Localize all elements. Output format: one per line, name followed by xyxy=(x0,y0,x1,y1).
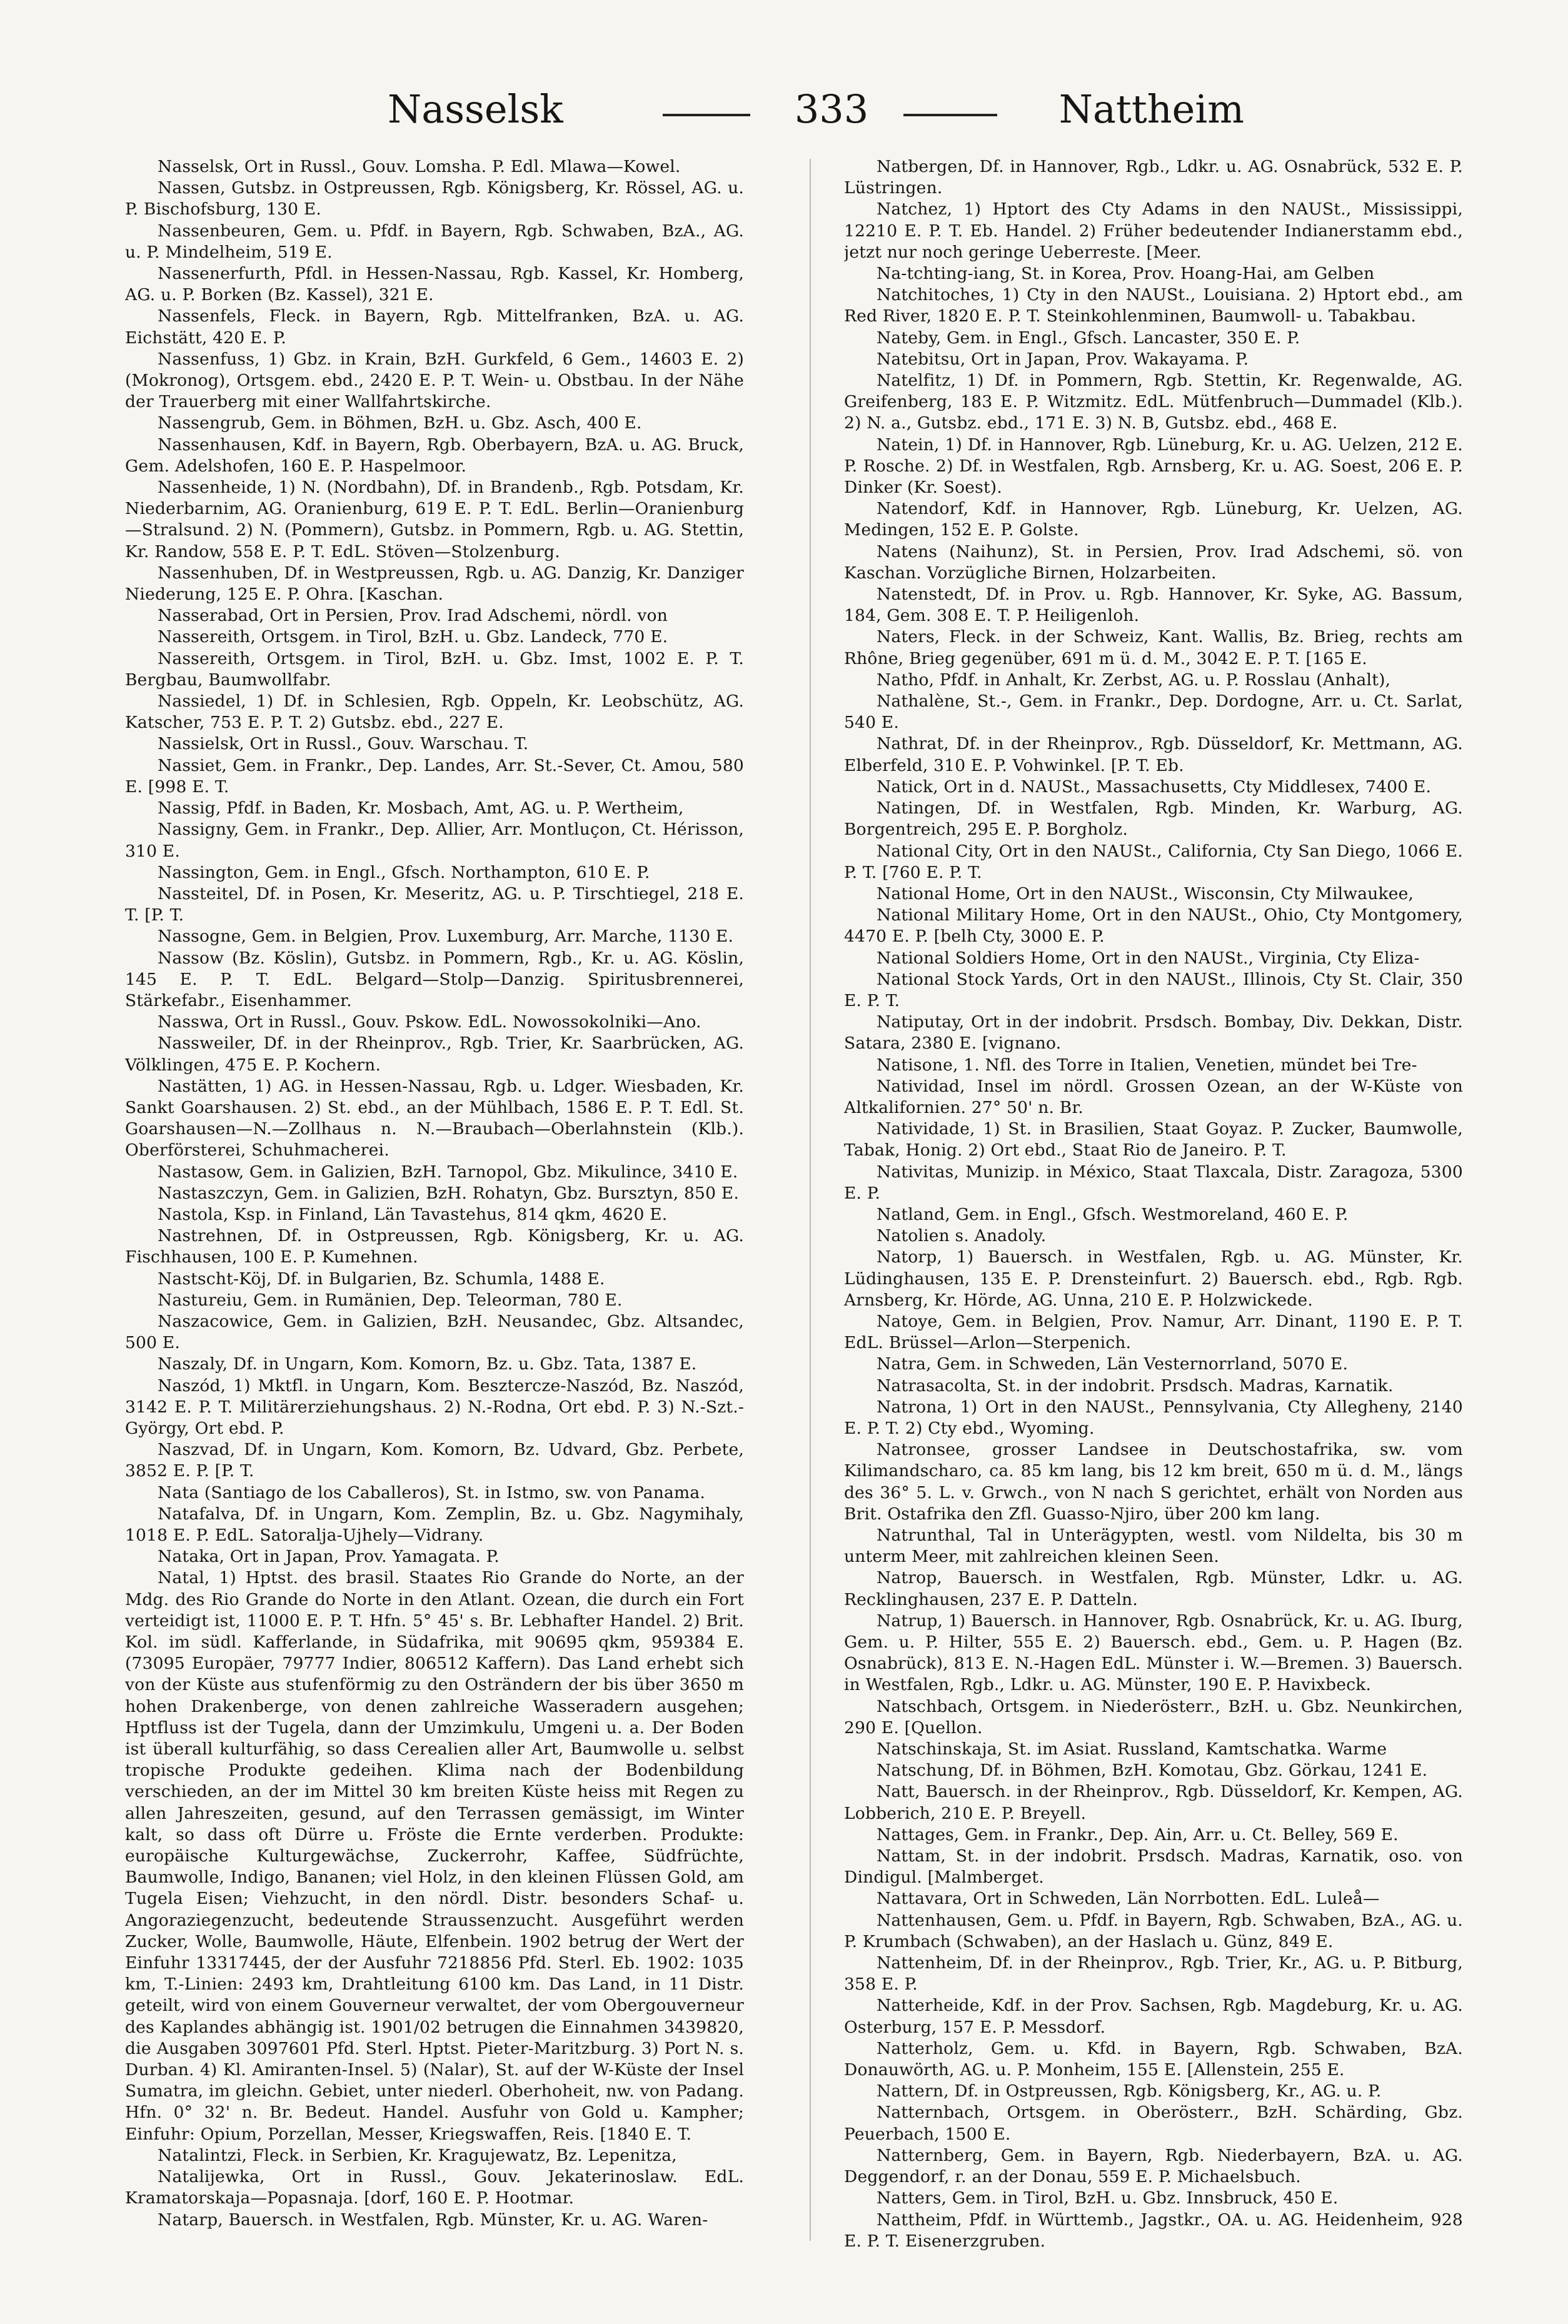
dictionary-entry: Natein, 1) Df. in Hannover, Rgb. Lüneburg, Kr. u. AG. Uelzen, 212 E. P. Rosche. 2) Df. in Westfalen, Rgb. Arnsberg, Kr. u. AG. Soest, 206 E. P. Dinker (Kr. Soest). xyxy=(844,435,1463,498)
dictionary-entry: Natividade, 1) St. in Brasilien, Staat Goyaz. P. Zucker, Baumwolle, Tabak, Honig. 2) Ort ebd., Staat Rio de Janeiro. P. T. xyxy=(844,1119,1463,1160)
dictionary-entry: Nassen, Gutsbz. in Ostpreussen, Rgb. Königsberg, Kr. Rössel, AG. u. P. Bischofsburg, 130 E. xyxy=(125,178,744,219)
dictionary-entry: Natternberg, Gem. in Bayern, Rgb. Niederbayern, BzA. u. AG. Deggendorf, r. an der Donau, 559 E. P. Michaelsbuch. xyxy=(844,2145,1463,2187)
dictionary-entry: Nastureiu, Gem. in Rumänien, Dep. Teleorman, 780 E. xyxy=(158,1290,623,1310)
right-column xyxy=(844,156,1463,2270)
dictionary-entry: Natebitsu, Ort in Japan, Prov. Wakayama. P. xyxy=(877,349,1249,369)
dictionary-entry: Nassenhuben, Df. in Westpreussen, Rgb. u. AG. Danzig, Kr. Danziger Niederung, 125 E. P. Ohra. [Kaschan. xyxy=(125,563,744,605)
page-header xyxy=(125,81,1469,150)
dictionary-entry: Nassenerfurth, Pfdl. in Hessen-Nassau, Rgb. Kassel, Kr. Homberg, AG. u. P. Borken (Bz. Kassel), 321 E. xyxy=(125,264,744,305)
dictionary-entry: Natick, Ort in d. NAUSt., Massachusetts, Cty Middlesex, 7400 E. xyxy=(877,777,1432,797)
dictionary-entry: Natalijewka, Ort in Russl., Gouv. Jekaterinoslaw. EdL. Kramatorskaja—Popasnaja. [dorf, 160 E. P. Hootmar. xyxy=(125,2167,744,2208)
dictionary-entry: Natorp, 1) Bauersch. in Westfalen, Rgb. u. AG. Münster, Kr. Lüdinghausen, 135 E. P. Drensteinfurt. 2) Bauersch. ebd., Rgb. Rgb. Arnsberg, Kr. Hörde, AG. Unna, 210 E. P. Holzwickede. xyxy=(844,1247,1463,1310)
dictionary-entry: Natchez, 1) Hptort des Cty Adams in den NAUSt., Mississippi, 12210 E. P. T. Eb. Handel. 2) Früher bedeutender Indianerstamm ebd., jetzt nur noch geringe Ueberreste. [Meer. xyxy=(844,199,1463,262)
dictionary-entry: Nattheim, Pfdf. in Württemb., Jagstkr., OA. u. AG. Heidenheim, 928 E. P. T. Eisenerzgruben. xyxy=(844,2210,1463,2251)
dictionary-entry: Nastola, Ksp. in Finland, Län Tavastehus, 814 qkm, 4620 E. xyxy=(158,1204,668,1224)
dictionary-entry: Nassenbeuren, Gem. u. Pfdf. in Bayern, Rgb. Schwaben, BzA., AG. u. P. Mindelheim, 519 E. xyxy=(125,221,744,262)
dictionary-entry: Natendorf, Kdf. in Hannover, Rgb. Lüneburg, Kr. Uelzen, AG. Medingen, 152 E. P. Golste. xyxy=(844,499,1463,540)
dictionary-columns xyxy=(125,156,1469,2282)
dictionary-entry: Nastasow, Gem. in Galizien, BzH. Tarnopol, Gbz. Mikulince, 3410 E. xyxy=(158,1162,738,1182)
dictionary-entry: Natelfitz, 1) Df. in Pommern, Rgb. Stettin, Kr. Regenwalde, AG. Greifenberg, 183 E. P. Witzmitz. EdL. Mütfenbruch—Dummadel (Klb.). 2) N. a., Gutsbz. ebd., 171 E. 3) N. B, Gutsbz. ebd., 468 E. xyxy=(844,371,1463,433)
dictionary-entry: Natschbach, Ortsgem. in Niederösterr., BzH. u. Gbz. Neunkirchen, 290 E. [Quellon. xyxy=(844,1696,1463,1738)
dictionary-entry: Nastätten, 1) AG. in Hessen-Nassau, Rgb. u. Ldger. Wiesbaden, Kr. Sankt Goarshausen. 2) St. ebd., an der Mühlbach, 1586 E. P. T. Edl. St. Goarshausen—N.—Zollhaus n. N.—Braubach—Oberlahnstein (Klb.). Oberförsterei, Schuhmacherei. xyxy=(125,1076,744,1160)
dictionary-entry: Natalintzi, Fleck. in Serbien, Kr. Kragujewatz, Bz. Lepenitza, xyxy=(158,2145,677,2165)
dictionary-entry: Nattam, St. in der indobrit. Prsdsch. Madras, Karnatik, oso. von Dindigul. [Malmberget. xyxy=(844,1846,1463,1888)
dictionary-entry: Nassington, Gem. in Engl., Gfsch. Northampton, 610 E. P. xyxy=(158,862,650,882)
dictionary-entry: Naszód, 1) Mktfl. in Ungarn, Kom. Besztercze-Naszód, Bz. Naszód, 3142 E. P. T. Militärerziehungshaus. 2) N.-Rodna, Ort ebd. P. 3) N.-Szt.-György, Ort ebd. P. xyxy=(125,1376,744,1438)
dictionary-entry: Natingen, Df. in Westfalen, Rgb. Minden, Kr. Warburg, AG. Borgentreich, 295 E. P. Borgholz. xyxy=(844,798,1463,840)
dictionary-entry: Natchitoches, 1) Cty in den NAUSt., Louisiana. 2) Hptort ebd., am Red River, 1820 E. P. T. Steinkohlenminen, Baumwoll- u. Tabakbau. xyxy=(844,285,1463,326)
dictionary-entry: Natra, Gem. in Schweden, Län Vesternorrland, 5070 E. xyxy=(877,1354,1349,1374)
left-headword: Nasselsk xyxy=(388,86,563,132)
dictionary-entry: Nassereith, Ortsgem. in Tirol, BzH. u. Gbz. Imst, 1002 E. P. T. Bergbau, Baumwollfabr. xyxy=(125,648,744,690)
dictionary-entry: Nateby, Gem. in Engl., Gfsch. Lancaster, 350 E. P. xyxy=(877,328,1300,348)
dictionary-entry: Naters, Fleck. in der Schweiz, Kant. Wallis, Bz. Brieg, rechts am Rhône, Brieg gegenüber, 691 m ü. d. M., 3042 E. P. T. [165 E. xyxy=(844,627,1463,668)
dictionary-entry: Nassogne, Gem. in Belgien, Prov. Luxemburg, Arr. Marche, 1130 E. xyxy=(158,927,734,947)
dictionary-entry: Natolien s. Anadoly. xyxy=(877,1226,1047,1246)
dictionary-entry: Natrasacolta, St. in der indobrit. Prsdsch. Madras, Karnatik. xyxy=(877,1376,1394,1396)
dictionary-entry: Natrup, 1) Bauersch. in Hannover, Rgb. Osnabrück, Kr. u. AG. Iburg, Gem. u. P. Hilter, 555 E. 2) Bauersch. ebd., Gem. u. P. Hagen (Bz. Osnabrück), 813 E. N.-Hagen EdL. Münster i. W.—Bremen. 3) Bauersch. in Westfalen, Rgb., Ldkr. u. AG. Münster, 190 E. P. Havixbeck. xyxy=(844,1611,1463,1695)
dictionary-entry: Naszacowice, Gem. in Galizien, BzH. Neusandec, Gbz. Altsandec, 500 E. xyxy=(125,1311,744,1353)
dictionary-entry: Nassteitel, Df. in Posen, Kr. Meseritz, AG. u. P. Tirschtiegel, 218 E. T. [P. T. xyxy=(125,883,744,925)
dictionary-entry: Nastscht-Köj, Df. in Bulgarien, Bz. Schumla, 1488 E. xyxy=(158,1269,605,1289)
page-number: 333 xyxy=(794,86,869,132)
dictionary-entry: Nasserabad, Ort in Persien, Prov. Irad Adschemi, nördl. von xyxy=(158,606,668,626)
dictionary-entry: Natternbach, Ortsgem. in Oberösterr., BzH. Schärding, Gbz. Peuerbach, 1500 E. xyxy=(844,2103,1463,2144)
dictionary-entry: National City, Ort in den NAUSt., California, Cty San Diego, 1066 E. P. T. [760 E. P. T. xyxy=(844,841,1463,882)
dictionary-entry: National Soldiers Home, Ort in den NAUSt., Virginia, Cty Eliza- xyxy=(877,948,1420,968)
dictionary-entry: Natbergen, Df. in Hannover, Rgb., Ldkr. u. AG. Osnabrück, 532 E. P. Lüstringen. xyxy=(844,157,1463,198)
dictionary-entry: Natrunthal, Tal in Unterägypten, westl. vom Nildelta, bis 30 m unterm Meer, mit zahlreichen kleinen Seen. xyxy=(844,1526,1463,1567)
dictionary-entry: Nativitas, Munizip. in México, Staat Tlaxcala, Distr. Zaragoza, 5300 E. P. xyxy=(844,1162,1463,1203)
dictionary-entry: Natarp, Bauersch. in Westfalen, Rgb. Münster, Kr. u. AG. Waren- xyxy=(158,2210,708,2230)
dictionary-entry: Nassig, Pfdf. in Baden, Kr. Mosbach, Amt, AG. u. P. Wertheim, xyxy=(158,798,684,818)
dictionary-entry: Nassigny, Gem. in Frankr., Dep. Allier, Arr. Montluçon, Ct. Hérisson, 310 E. xyxy=(125,820,744,861)
dictionary-entry: Nastaszczyn, Gem. in Galizien, BzH. Rohatyn, Gbz. Bursztyn, 850 E. xyxy=(158,1183,739,1203)
dictionary-entry: Nassenfuss, 1) Gbz. in Krain, BzH. Gurkfeld, 6 Gem., 14603 E. 2) (Mokronog), Ortsgem. ebd., 2420 E. P. T. Wein- u. Obstbau. In der Nähe der Trauerberg mit einer Wallfahrtskirche. xyxy=(125,349,744,412)
dictionary-entry: Nassow (Bz. Köslin), Gutsbz. in Pommern, Rgb., Kr. u. AG. Köslin, 145 E. P. T. EdL. Belgard—Stolp—Danzig. Spiritusbrennerei, Stärkefabr., Eisenhammer. xyxy=(125,948,744,1010)
dictionary-entry: Natividad, Insel im nördl. Grossen Ozean, an der W-Küste von Altkalifornien. 27° 50' n. Br. xyxy=(844,1076,1463,1117)
dictionary-entry: Nata (Santiago de los Caballeros), St. in Istmo, sw. von Panama. xyxy=(158,1482,706,1502)
dictionary-entry: Natters, Gem. in Tirol, BzH. u. Gbz. Innsbruck, 450 E. xyxy=(877,2188,1339,2208)
dictionary-entry: Nassiet, Gem. in Frankr., Dep. Landes, Arr. St.-Sever, Ct. Amou, 580 E. [998 E. T. xyxy=(125,755,744,797)
dictionary-entry: National Stock Yards, Ort in den NAUSt., Illinois, Cty St. Clair, 350 E. P. T. xyxy=(844,969,1463,1010)
dictionary-entry: Nasselsk, Ort in Russl., Gouv. Lomsha. P. Edl. Mlawa—Kowel. xyxy=(158,157,681,176)
dictionary-entry: National Home, Ort in den NAUSt., Wisconsin, Cty Milwaukee, xyxy=(877,883,1414,903)
dictionary-entry: Natoye, Gem. in Belgien, Prov. Namur, Arr. Dinant, 1190 E. P. T. EdL. Brüssel—Arlon—Sterpenich. xyxy=(844,1311,1463,1353)
dictionary-entry: National Military Home, Ort in den NAUSt., Ohio, Cty Montgomery, 4470 E. P. [belh Cty, 3000 E. P. xyxy=(844,905,1463,947)
dictionary-entry: Nassereith, Ortsgem. in Tirol, BzH. u. Gbz. Landeck, 770 E. xyxy=(158,627,668,647)
dictionary-entry: Nassweiler, Df. in der Rheinprov., Rgb. Trier, Kr. Saarbrücken, AG. Völklingen, 475 E. P. Kochern. xyxy=(125,1034,744,1075)
dictionary-entry: Naszaly, Df. in Ungarn, Kom. Komorn, Bz. u. Gbz. Tata, 1387 E. xyxy=(158,1354,697,1374)
dictionary-entry: Nattern, Df. in Ostpreussen, Rgb. Königsberg, Kr., AG. u. P. xyxy=(877,2081,1382,2101)
dictionary-entry: Natschung, Df. in Böhmen, BzH. Komotau, Gbz. Görkau, 1241 E. xyxy=(877,1761,1428,1781)
dictionary-entry: Nattavara, Ort in Schweden, Län Norrbotten. EdL. Luleå— xyxy=(877,1889,1380,1909)
column-gutter xyxy=(810,159,811,2241)
dictionary-entry: Nassenheide, 1) N. (Nordbahn), Df. in Brandenb., Rgb. Potsdam, Kr. Niederbarnim, AG. Oranienburg, 619 E. P. T. EdL. Berlin—Oranienburg—Stralsund. 2) N. (Pommern), Gutsbz. in Pommern, Rgb. u. AG. Stettin, Kr. Randow, 558 E. P. T. EdL. Stöven—Stolzenburg. xyxy=(125,478,744,561)
header-dash-left xyxy=(663,114,750,116)
dictionary-entry: Nassengrub, Gem. in Böhmen, BzH. u. Gbz. Asch, 400 E. xyxy=(158,413,642,433)
dictionary-entry: Nataka, Ort in Japan, Prov. Yamagata. P. xyxy=(158,1547,500,1567)
dictionary-entry: Natho, Pfdf. in Anhalt, Kr. Zerbst, AG. u. P. Rosslau (Anhalt), xyxy=(877,670,1391,690)
dictionary-entry: Nassenfels, Fleck. in Bayern, Rgb. Mittelfranken, BzA. u. AG. Eichstätt, 420 E. P. xyxy=(125,306,744,348)
dictionary-entry: Natafalva, Df. in Ungarn, Kom. Zemplin, Bz. u. Gbz. Nagymihaly, 1018 E. P. EdL. Satoralja-Ujhely—Vidrany. xyxy=(125,1504,744,1545)
dictionary-entry: Natrop, Bauersch. in Westfalen, Rgb. Münster, Ldkr. u. AG. Recklinghausen, 237 E. P. Datteln. xyxy=(844,1568,1463,1609)
dictionary-entry: Nassielsk, Ort in Russl., Gouv. Warschau. T. xyxy=(158,734,529,754)
dictionary-entry: Natal, 1) Hptst. des brasil. Staates Rio Grande do Norte, an der Mdg. des Rio Grande do Norte in den Atlant. Ozean, die durch ein Fort verteidigt ist, 11000 E. P. T. Hfn. 5° 45' s. Br. Lebhafter Handel. 2) Brit. Kol. im südl. Kafferlande, in Südafrika, mit 90695 qkm, 959384 E. (73095 Europäer, 79777 Indier, 806512 Kaffern). Das Land erhebt sich von der Küste aus stufenförmig zu den Osträndern der bis über 3650 m hohen Drakenberge, von denen zahlreiche Wasseradern ausgehen; Hptfluss ist der Tugela, dann der Umzimkulu, Umgeni u. a. Der Boden ist überall kulturfähig, so dass Cerealien aller Art, Baumwolle u. selbst tropische Produkte gedeihen. Klima nach der Bodenbildung verschieden, an der im Mittel 30 km breiten Küste heiss mit Regen zu allen Jahreszeiten, gesund, auf den Terrassen gemässigt, im Winter kalt, so dass oft Dürre u. Fröste die Ernte verderben. Produkte: europäische Kulturgewächse, Zuckerrohr, Kaffee, Südfrüchte, Baumwolle, Indigo, Bananen; viel Holz, in den kleinen Flüssen Gold, am Tugela Eisen; Viehzucht, in den nördl. Distr. besonders Schaf- u. Angoraziegenzucht, bedeutende Straussenzucht. Ausgeführt werden Zucker, Wolle, Baumwolle, Häute, Elfenbein. 1902 betrug der Wert der Einfuhr 13317445, der der Ausfuhr 7218856 Pfd. Sterl. Eb. 1902: 1035 km, T.-Linien: 2493 km, Drahtleitung 6100 km. Das Land, in 11 Distr. geteilt, wird von einem Gouverneur verwaltet, der vom Obergouverneur des Kaplandes abhängig ist. 1901/02 betrugen die Einnahmen 3439820, die Ausgaben 3097601 Pfd. Sterl. Hptst. Pieter-Maritzburg. 3) Port N. s. Durban. 4) Kl. Amiranten-Insel. 5) (Nalar), St. auf der W-Küste der Insel Sumatra, im gleichn. Gebiet, unter niederl. Oberhoheit, nw. von Padang. Hfn. 0° 32' n. Br. Bedeut. Handel. Ausfuhr von Gold u. Kampher; Einfuhr: Opium, Porzellan, Messer, Kriegswaffen, Reis. [1840 E. T. xyxy=(125,1568,744,2144)
dictionary-entry: Natrona, 1) Ort in den NAUSt., Pennsylvania, Cty Allegheny, 2140 E. P. T. 2) Cty ebd., Wyoming. xyxy=(844,1397,1463,1438)
dictionary-entry: Naszvad, Df. in Ungarn, Kom. Komorn, Bz. Udvard, Gbz. Perbete, 3852 E. P. [P. T. xyxy=(125,1440,744,1481)
dictionary-entry: Natschinskaja, St. im Asiat. Russland, Kamtschatka. Warme xyxy=(877,1739,1387,1759)
dictionary-entry: Nathrat, Df. in der Rheinprov., Rgb. Düsseldorf, Kr. Mettmann, AG. Elberfeld, 310 E. P. Vohwinkel. [P. T. Eb. xyxy=(844,734,1463,775)
dictionary-entry: Nattenheim, Df. in der Rheinprov., Rgb. Trier, Kr., AG. u. P. Bitburg, 358 E. P. xyxy=(844,1953,1463,1995)
dictionary-entry: Nassenhausen, Kdf. in Bayern, Rgb. Oberbayern, BzA. u. AG. Bruck, Gem. Adelshofen, 160 E. P. Haspelmoor. xyxy=(125,435,744,476)
dictionary-entry: Nasswa, Ort in Russl., Gouv. Pskow. EdL. Nowossokolniki—Ano. xyxy=(158,1012,701,1032)
dictionary-entry: Nattenhausen, Gem. u. Pfdf. in Bayern, Rgb. Schwaben, BzA., AG. u. P. Krumbach (Schwaben), an der Haslach u. Günz, 849 E. xyxy=(844,1910,1463,1951)
dictionary-entry: Natens (Naihunz), St. in Persien, Prov. Irad Adschemi, sö. von Kaschan. Vorzügliche Birnen, Holzarbeiten. xyxy=(844,541,1463,583)
dictionary-entry: Natisone, 1. Nfl. des Torre in Italien, Venetien, mündet bei Tre- xyxy=(877,1055,1417,1075)
dictionary-entry: Natterheide, Kdf. in der Prov. Sachsen, Rgb. Magdeburg, Kr. u. AG. Osterburg, 157 E. P. Messdorf. xyxy=(844,1996,1463,2037)
left-column xyxy=(125,156,744,2270)
right-headword: Nattheim xyxy=(1058,86,1244,132)
header-dash-right xyxy=(903,114,997,116)
dictionary-entry: Natenstedt, Df. in Prov. u. Rgb. Hannover, Kr. Syke, AG. Bassum, 184, Gem. 308 E. T. P. Heiligenloh. xyxy=(844,585,1463,626)
dictionary-entry: Natland, Gem. in Engl., Gfsch. Westmoreland, 460 E. P. xyxy=(877,1204,1349,1224)
dictionary-entry: Na-tchting-iang, St. in Korea, Prov. Hoang-Hai, am Gelben xyxy=(877,264,1375,284)
dictionary-entry: Natt, Bauersch. in der Rheinprov., Rgb. Düsseldorf, Kr. Kempen, AG. Lobberich, 210 E. P. Breyell. xyxy=(844,1782,1463,1823)
dictionary-entry: Nassiedel, 1) Df. in Schlesien, Rgb. Oppeln, Kr. Leobschütz, AG. Katscher, 753 E. P. T. 2) Gutsbz. ebd., 227 E. xyxy=(125,692,744,733)
dictionary-entry: Natronsee, grosser Landsee in Deutschostafrika, sw. vom Kilimandscharo, ca. 85 km lang, bis 12 km breit, 650 m ü. d. M., längs des 36° 5. L. v. Grwch., von N nach S gerichtet, erhält von Norden aus Brit. Ostafrika den Zfl. Guasso-Njiro, über 200 km lang. xyxy=(844,1440,1463,1524)
dictionary-entry: Natterholz, Gem. u. Kfd. in Bayern, Rgb. Schwaben, BzA. Donauwörth, AG. u. P. Monheim, 155 E. [Allenstein, 255 E. xyxy=(844,2038,1463,2080)
dictionary-entry: Nathalène, St.-, Gem. in Frankr., Dep. Dordogne, Arr. u. Ct. Sarlat, 540 E. xyxy=(844,692,1463,733)
dictionary-entry: Nattages, Gem. in Frankr., Dep. Ain, Arr. u. Ct. Belley, 569 E. xyxy=(877,1824,1399,1844)
dictionary-entry: Natiputay, Ort in der indobrit. Prsdsch. Bombay, Div. Dekkan, Distr. Satara, 2380 E. [vignano. xyxy=(844,1012,1463,1054)
dictionary-entry: Nastrehnen, Df. in Ostpreussen, Rgb. Königsberg, Kr. u. AG. Fischhausen, 100 E. P. Kumehnen. xyxy=(125,1226,744,1267)
